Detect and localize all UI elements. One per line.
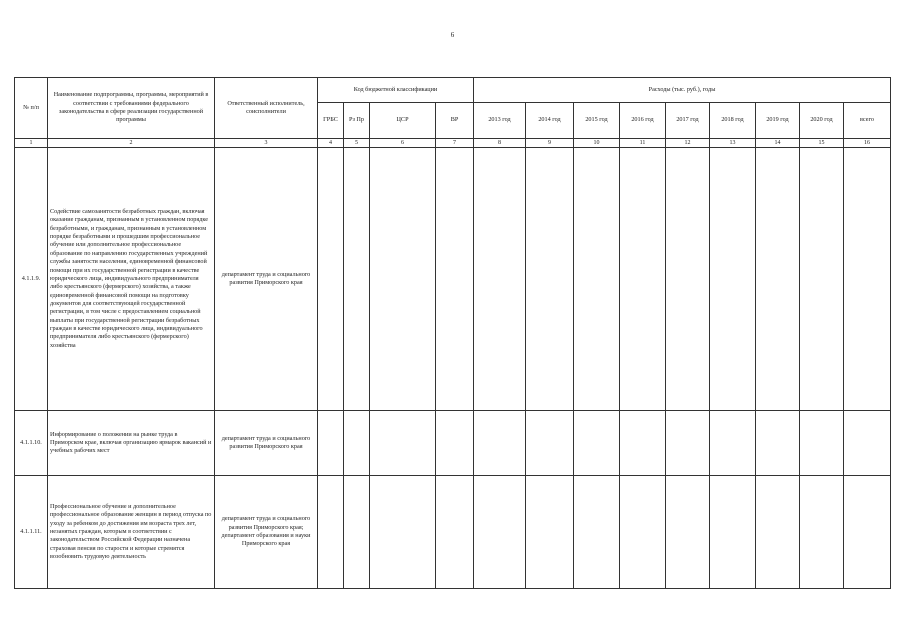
header-budget-code: Код бюджетной классификации <box>318 78 474 103</box>
empty-cell <box>318 411 344 476</box>
empty-cell <box>370 411 436 476</box>
header-year: 2015 год <box>574 103 620 139</box>
header-total: всего <box>844 103 891 139</box>
empty-cell <box>474 148 526 411</box>
row-number: 4.1.1.9. <box>15 148 48 411</box>
column-number-row <box>15 139 891 148</box>
row-name: Профессиональное обучение и дополнительное профессиональное образование женщин в период отпуска по уходу за ребенком до достижения им возраста трех лет, незанятых граждан, которым в соответствии с законодательством Российской Федерации назначена страховая пенсия по старости и которые стремятся возобновить трудовую деятельность <box>48 476 215 589</box>
table-row <box>15 411 891 476</box>
column-number: 9 <box>526 139 574 148</box>
header-rzpr: Рз Пр <box>344 103 370 139</box>
column-number: 15 <box>800 139 844 148</box>
row-number: 4.1.1.10. <box>15 411 48 476</box>
header-year: 2018 год <box>710 103 756 139</box>
empty-cell <box>710 148 756 411</box>
row-name: Содействие самозанятости безработных граждан, включая оказание гражданам, признанным в установленном порядке безработными, и гражданам, признанным в установленном порядке безработными и прошедшим профессиональное обучение или дополнительное профессиональное образование по направлению государственных учреждений службы занятости населения, единовременной финансовой помощи при их государственной регистрации в качестве юридического лица, индивидуального предпринимателя либо крестьянского (фермерского) хозяйства, а также единовременной финансовой помощи на подготовку документов для соответствующей государственной регистрации, в том числе с предоставлением социальной выплаты при государственной регистрации безработных граждан в качестве юридического лица, индивидуального предпринимателя либо крестьянского (фермерского) хозяйства <box>48 148 215 411</box>
empty-cell <box>526 148 574 411</box>
row-executor: департамент труда и социального развития Приморского края <box>215 148 318 411</box>
empty-cell <box>436 476 474 589</box>
empty-cell <box>756 411 800 476</box>
empty-cell <box>844 148 891 411</box>
header-row <box>15 78 891 103</box>
header-expenses: Расходы (тыс. руб.), годы <box>474 78 891 103</box>
empty-cell <box>620 148 666 411</box>
column-number: 11 <box>620 139 666 148</box>
empty-cell <box>370 148 436 411</box>
header-year: 2016 год <box>620 103 666 139</box>
empty-cell <box>666 148 710 411</box>
table-row <box>15 476 891 589</box>
empty-cell <box>620 411 666 476</box>
column-number: 6 <box>370 139 436 148</box>
column-number: 10 <box>574 139 620 148</box>
empty-cell <box>574 411 620 476</box>
header-year: 2019 год <box>756 103 800 139</box>
empty-cell <box>844 411 891 476</box>
empty-cell <box>344 148 370 411</box>
header-vr: ВР <box>436 103 474 139</box>
row-executor: департамент труда и социального развития Приморского края <box>215 411 318 476</box>
empty-cell <box>344 476 370 589</box>
empty-cell <box>474 411 526 476</box>
empty-cell <box>318 148 344 411</box>
empty-cell <box>710 476 756 589</box>
header-executor: Ответственный исполнитель, соисполнители <box>215 78 318 139</box>
column-number: 3 <box>215 139 318 148</box>
empty-cell <box>436 148 474 411</box>
column-number: 1 <box>15 139 48 148</box>
header-year: 2017 год <box>666 103 710 139</box>
empty-cell <box>370 476 436 589</box>
header-grbs: ГРБС <box>318 103 344 139</box>
empty-cell <box>666 411 710 476</box>
row-name: Информирование о положении на рынке труда в Приморском крае, включая организацию ярмарок вакансий и учебных рабочих мест <box>48 411 215 476</box>
page-number: 6 <box>450 31 455 39</box>
empty-cell <box>844 476 891 589</box>
empty-cell <box>800 476 844 589</box>
column-number: 16 <box>844 139 891 148</box>
column-number: 8 <box>474 139 526 148</box>
column-number: 13 <box>710 139 756 148</box>
row-executor: департамент труда и социального развития Приморского края; департамент образования и науки Приморского края <box>215 476 318 589</box>
empty-cell <box>800 148 844 411</box>
empty-cell <box>574 148 620 411</box>
program-table <box>14 77 891 589</box>
header-num: № п/п <box>15 78 48 139</box>
empty-cell <box>436 411 474 476</box>
empty-cell <box>318 476 344 589</box>
header-year: 2013 год <box>474 103 526 139</box>
empty-cell <box>666 476 710 589</box>
empty-cell <box>756 148 800 411</box>
empty-cell <box>344 411 370 476</box>
empty-cell <box>574 476 620 589</box>
column-number: 2 <box>48 139 215 148</box>
column-number: 7 <box>436 139 474 148</box>
column-number: 14 <box>756 139 800 148</box>
empty-cell <box>800 411 844 476</box>
empty-cell <box>620 476 666 589</box>
empty-cell <box>474 476 526 589</box>
empty-cell <box>710 411 756 476</box>
column-number: 4 <box>318 139 344 148</box>
header-name: Наименование подпрограммы, программы, мероприятий в соответствии с требованиями федерального законодательства в сфере реализации государственной программы <box>48 78 215 139</box>
empty-cell <box>526 411 574 476</box>
table-row <box>15 148 891 411</box>
header-csr: ЦСР <box>370 103 436 139</box>
empty-cell <box>526 476 574 589</box>
header-year: 2020 год <box>800 103 844 139</box>
column-number: 12 <box>666 139 710 148</box>
column-number: 5 <box>344 139 370 148</box>
header-year: 2014 год <box>526 103 574 139</box>
row-number: 4.1.1.11. <box>15 476 48 589</box>
empty-cell <box>756 476 800 589</box>
